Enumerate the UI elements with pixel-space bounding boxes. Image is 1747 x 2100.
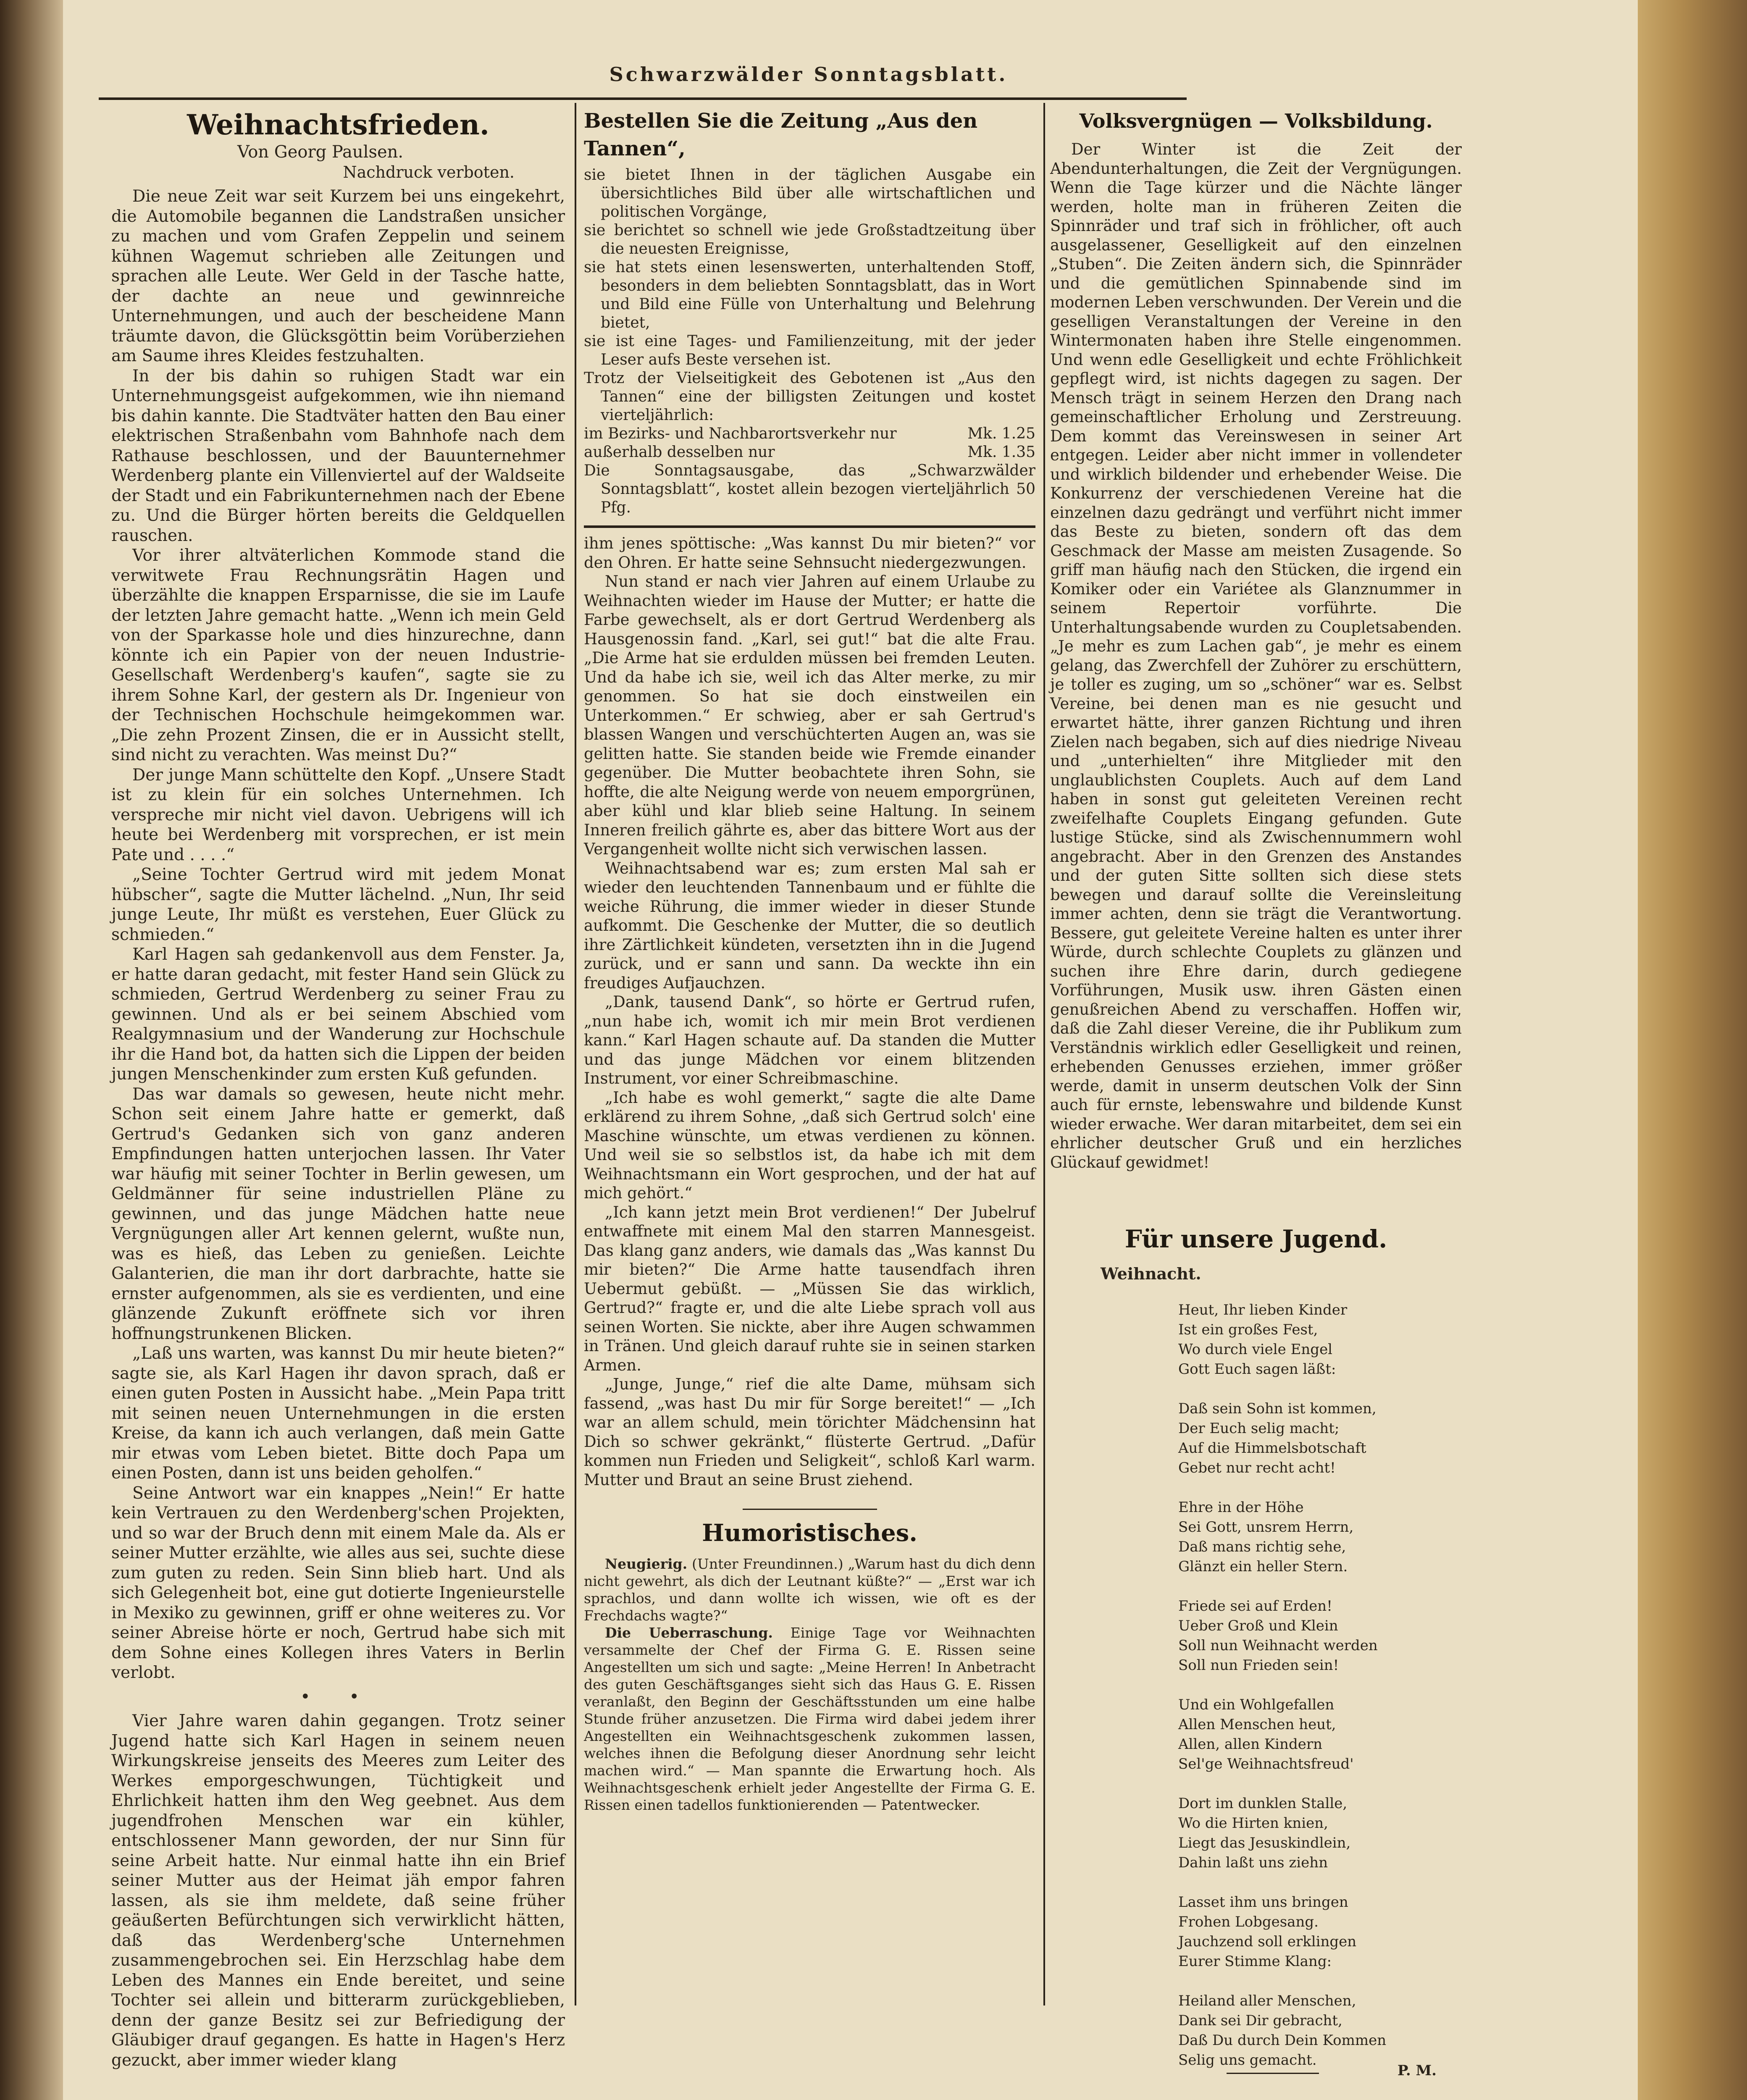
paragraph: „Ich kann jetzt mein Brot verdienen!“ Der Jubelruf entwaffnete mit einem Mal den starren Mannesgeist. Das klang ganz anders, wie damals das „Was kannst Du mir bieten?“ Die Arme hatte tausendfach ihren Uebermut gebüßt. — „Müssen Sie das wirklich, Gertrud?“ fragte er, und die alte Liebe sprach voll aus seinen Worten. Sie nickte, aber ihre Augen schwammen in Tränen. Und gleich darauf ruhte sie in seinen starken Armen. (584, 1203, 1035, 1374)
poem-line: Sel'ge Weihnachtsfreud' (1178, 1755, 1354, 1772)
paragraph: „Dank, tausend Dank“, so hörte er Gertrud rufen, „nun habe ich, womit ich mir mein Brot verdienen kann.“ Karl Hagen schaute auf. Da standen die Mutter und das junge Mädchen vor einem blitzenden Instrument, vor einer Schreibmaschine. (584, 993, 1035, 1087)
column-2 (584, 107, 1035, 1814)
poem-line: Dort im dunklen Stalle, (1178, 1795, 1348, 1812)
poem-line: Daß sein Sohn ist kommen, (1178, 1400, 1377, 1417)
humor-rule-top (743, 1509, 877, 1510)
poem-stanza (1178, 1596, 1451, 1675)
paragraph: Der junge Mann schüttelte den Kopf. „Unsere Stadt ist zu klein für ein solches Unternehmen. Ich verspreche mir nicht viel davon. Uebrigens will ich heute bei Werdenberg mit vorsprechen, er ist mein Pate und . . . .“ (111, 765, 565, 864)
humor-title: Humoristisches. (702, 1519, 917, 1547)
article-author: Von Georg Paulsen. (237, 142, 404, 162)
paragraph: Das war damals so gewesen, heute nicht mehr. Schon seit einem Jahre hatte er gemerkt, daß Gertrud's Gedanken sich von ganz anderen Empfindungen hatten unterjochen lassen. Ihr Vater war häufig mit seiner Tochter in Berlin gewesen, um Geldmänner für seine industriellen Pläne zu gewinnen, und das junge Mädchen hatte neue Vergnügungen aller Art kennen gelernt, wußte nun, was es hieß, das Leben zu genießen. Leichte Galanterien, die man ihr dort darbrachte, hatte sie ernster aufgenommen, als sie es verdienten, und eine glänzende Zukunft eröffnete sich vor ihren hoffnungstrunkenen Blicken. (111, 1084, 565, 1343)
paragraph: Nun stand er nach vier Jahren auf einem Urlaube zu Weihnachten wieder im Hause der Mutter; er hatte die Farbe gewechselt, als er dort Gertrud Werdenberg als Hausgenossin fand. „Karl, sei gut!“ bat die alte Frau. „Die Arme hat sie erdulden müssen bei fremden Leuten. Und da habe ich sie, weil ich das Alter merke, zu mir genommen. So hat sie doch einstweilen ein Unterkommen.“ Er schwieg, aber er sah Gertrud's blassen Wangen und verschüchterten Augen an, was sie gelitten hatte. Sie standen beide wie Fremde einander gegenüber. Die Mutter beobachtete ihren Sohn, sie hoffte, die alte Neigung werde von neuem emporgrünen, aber kühl und klar blieb seine Haltung. In seinem Inneren freilich gährte es, aber das bittere Wort aus der Vergangenheit wollte nicht sich verwischen lassen. (584, 572, 1035, 858)
poem-line: Soll nun Weihnacht werden (1178, 1637, 1378, 1654)
poem-line: Glänzt ein heller Stern. (1178, 1558, 1348, 1575)
reprint-note: Nachdruck verboten. (343, 163, 515, 181)
book-binding-edge (0, 0, 63, 2100)
paragraph: Die neue Zeit war seit Kurzem bei uns eingekehrt, die Automobile begannen die Landstraßen unsicher zu machen und vom Grafen Zeppelin und seinem kühnen Wagemut schrieben alle Zeitungen und sprachen alle Leute. Wer Geld in der Tasche hatte, der dachte an neue und gewinnreiche Unternehmungen, und auch der bescheidene Mann träumte davon, die Glücksgöttin beim Vorüberziehen am Saume ihres Kleides festzuhalten. (111, 187, 565, 365)
humor-item (584, 1624, 1035, 1814)
poem-stanza (1178, 1893, 1451, 1971)
poem-line: Jauchzend soll erklingen (1178, 1933, 1357, 1950)
paragraph: In der bis dahin so ruhigen Stadt war ein Unternehmungsgeist aufgekommen, wie ihn niemand bis dahin kannte. Die Stadtväter hatten den Bau einer elektrischen Straßenbahn vom Bahnhofe nach dem Rathause beschlossen, und der Bauunternehmer Werdenberg plante ein Villenviertel auf der Waldseite der Stadt und ein Fabrikunternehmen nach der Ebene zu. Und die Bürger hörten bereits die Geldquellen rauschen. (111, 366, 565, 545)
poem-line: Liegt das Jesuskindlein, (1178, 1834, 1351, 1851)
price-row (584, 425, 1035, 443)
masthead: Schwarzwälder Sonntagsblatt. (609, 63, 1008, 86)
poem-line: Gott Euch sagen läßt: (1178, 1360, 1336, 1378)
paragraph: Weihnachtsabend war es; zum ersten Mal sah er wieder den leuchtenden Tannenbaum und er fühlte die weiche Rührung, die immer wieder in dieser Stunde aufkommt. Die Geschenke der Mutter, die so deutlich ihre Zärtlichkeit kündeten, versetzten ihn in die Jugend zurück, und er sann und sann. Da weckte ihn ein freudiges Aufjauchzen. (584, 859, 1035, 992)
paragraph: Seine Antwort war ein knappes „Nein!“ Er hatte kein Vertrauen zu den Werdenberg'schen Projekten, und so war der Bruch denn mit einem Male da. Als er seiner Mutter erzählte, wie alles aus sei, suchte diese zum guten zu reden. Sein Sinn blieb hart. Und als sich Gelegenheit bot, eine gut dotierte Ingenieurstelle in Mexiko zu gewinnen, griff er ohne weiteres zu. Vor seiner Abreise hörte er noch, Gertrud habe sich mit dem Sohne eines Kollegen ihres Vaters in Berlin verlobt. (111, 1483, 565, 1682)
price-row (584, 443, 1035, 462)
poem-line: Heut, Ihr lieben Kinder (1178, 1301, 1348, 1318)
paragraph: „Junge, Junge,“ rief die alte Dame, mühsam sich fassend, „was hast Du mir für Sorge bereitet!“ — „Ich war an allem schuld, mein törichter Mädchensinn hat Dich so schwer gekränkt,“ flüsterte Gertrud. „Dafür kommen nun Frieden und Seligkeit“, schloß Karl warm. Mutter und Braut an seine Brust ziehend. (584, 1375, 1035, 1489)
poem (1178, 1300, 1451, 2070)
poem-line: Der Euch selig macht; (1178, 1420, 1340, 1437)
list-item: sie berichtet so schnell wie jede Großstadtzeitung über die neuesten Ereignisse, (584, 222, 1035, 257)
poem-line: Dank sei Dir gebracht, (1178, 2012, 1342, 2029)
poem-line: Allen Menschen heut, (1178, 1716, 1336, 1733)
advertisement-title: Bestellen Sie die Zeitung „Aus den Tannen“, (584, 109, 978, 160)
poem-line: Dahin laßt uns ziehn (1178, 1854, 1328, 1871)
poem-line: Wo durch viele Engel (1178, 1341, 1333, 1358)
poem-line: Eurer Stimme Klang: (1178, 1953, 1332, 1970)
poem-line: Friede sei auf Erden! (1178, 1597, 1332, 1614)
poem-line: Soll nun Frieden sein! (1178, 1656, 1339, 1674)
list-item: sie ist eine Tages- und Familienzeitung, mit der jeder Leser aufs Beste versehen ist. (584, 333, 1035, 368)
poem-line: Und ein Wohlgefallen (1178, 1696, 1335, 1713)
section-separator: • • (300, 1687, 376, 1706)
poem-line: Heiland aller Menschen, (1178, 1992, 1356, 2009)
poem-line: Auf die Himmelsbotschaft (1178, 1439, 1366, 1457)
poem-line: Lasset ihm uns bringen (1178, 1893, 1348, 1911)
poem-stanza (1178, 1399, 1451, 1478)
paragraph: Karl Hagen sah gedankenvoll aus dem Fenster. Ja, er hatte daran gedacht, mit fester Hand sein Glück zu schmieden, Gertrud Werdenberg zu seiner Frau zu gewinnen. Und als er bei seinem Abschied vom Realgymnasium und der Wanderung zur Hochschule ihr die Hand bot, da hatten sich die Lippen der beiden jungen Menschenkinder zum ersten Kuß gefunden. (111, 945, 565, 1084)
book-cover-edge (1638, 0, 1747, 2100)
price-intro: Trotz der Vielseitigkeit des Gebotenen ist „Aus den Tannen“ eine der billigsten Zeitungen und kostet vierteljährlich: (584, 370, 1035, 424)
paragraph: Vor ihrer altväterlichen Kommode stand die verwitwete Frau Rechnungsrätin Hagen und überzählte die knappen Ersparnisse, die sie im Laufe der letzten Jahre gemacht hatte. „Wenn ich mein Geld von der Sparkasse hole und dies hinzurechne, dann könnte ich ein Papier von der neuen Industrie-Gesellschaft Werdenberg's kaufen“, sagte sie zu ihrem Sohne Karl, der gestern als Dr. Ingenieur von der Technischen Hochschule heimgekommen war. „Die zehn Prozent Zinsen, die er in Aussicht stellt, sind nicht zu verachten. Was meinst Du?“ (111, 546, 565, 764)
poem-line: Wo die Hirten knien, (1178, 1814, 1328, 1832)
article-title: Volksvergnügen — Volksbildung. (1079, 110, 1433, 132)
humor-item (584, 1555, 1035, 1624)
price-label: im Bezirks- und Nachbarortsverkehr nur (584, 425, 897, 442)
poem-stanza (1178, 1991, 1451, 2070)
list-item: sie bietet Ihnen in der täglichen Ausgabe ein übersichtliches Bild über alle wirtschaftlichen und politischen Vorgänge, (584, 166, 1035, 220)
column-1 (111, 107, 565, 2070)
price-value: Mk. 1.35 (967, 444, 1035, 461)
poem-line: Frohen Lobgesang. (1178, 1913, 1319, 1930)
humor-item-title: Die Ueberraschung. (605, 1625, 773, 1641)
column-rule-1 (575, 103, 576, 2006)
poem-line: Sei Gott, unsrem Herrn, (1178, 1518, 1354, 1536)
column-rule-2 (1043, 103, 1045, 2006)
youth-section-title: Für unsere Jugend. (1124, 1225, 1387, 1253)
poem-line: Selig uns gemacht. (1178, 2051, 1317, 2068)
humor-item-text: Einige Tage vor Weihnachten versammelte der Chef der Firma G. E. Rissen seine Angestellten um sich und sagte: „Meine Herren! In Anbetracht des guten Geschäftsganges sieht sich das Haus G. E. Rissen veranlaßt, den Beginn der Geschäftsstunden um eine halbe Stunde früher anzusetzen. Die Firma wird dabei jedem ihrer Angestellten ein Weihnachtsgeschenk zukommen lassen, welches ihnen die Befolgung dieser Anordnung sehr leicht machen wird.“ — Man spannte die Erwartung hoch. Als Weihnachtsgeschenk erhielt jeder Angestellte der Firma G. E. Rissen einen tadellos funktionierenden — Patentwecker. (584, 1625, 1035, 1813)
poem-line: Daß Du durch Dein Kommen (1178, 2032, 1387, 2049)
poem-stanza (1178, 1695, 1451, 1774)
poem-line: Daß mans richtig sehe, (1178, 1538, 1346, 1555)
advertisement-rule (584, 525, 1035, 528)
paragraph: „Laß uns warten, was kannst Du mir heute bieten?“ sagte sie, als Karl Hagen ihr davon sprach, daß er einen guten Posten in Aussicht habe. „Mein Papa tritt mit seinen neuen Unternehmungen in die ersten Kreise, da kann ich auch verlangen, daß mein Gatte mir etwas vom Leben bietet. Bitte doch Papa um einen Posten, dann ist uns beiden geholfen.“ (111, 1344, 565, 1483)
advertisement-list (584, 166, 1035, 425)
paragraph: Der Winter ist die Zeit der Abendunterhaltungen, die Zeit der Vergnügungen. Wenn die Tage kürzer und die Nächte länger werden, holte man in früheren Zeiten die Spinnräder und traf sich in fröhlicher, oft auch ausgelassener, Geselligkeit auf den einzelnen „Stuben“. Die Zeiten ändern sich, die Spinnräder und die gemütlichen Spinnabende sind im modernen Leben verschwunden. Der Verein und die geselligen Veranstaltungen der Vereine in den Wintermonaten haben ihre Stelle eingenommen. Und wenn edle Geselligkeit und echte Fröhlichkeit gepflegt wird, ist nichts dagegen zu sagen. Der Mensch trägt in seinem Herzen den Drang nach gemeinschaftlicher Erholung und Zerstreuung. Dem kommt das Vereinswesen in seiner Art entgegen. Leider aber nicht immer in vollendeter und wirklich bildender und erhebender Weise. Die Konkurrenz der verschiedenen Vereine hat die einzelnen dazu gedrängt und verführt nicht immer das Beste zu bieten, sondern oft das dem Geschmack der Masse am meisten Zusagende. So griff man häufig nach den Stücken, die irgend ein Komiker oder ein Variétee als Glanznummer in seinem Repertoir vorführte. Die Unterhaltungsabende wurden zu Coupletsabenden. „Je mehr es zum Lachen gab“, je mehr es einem gelang, das Zwerchfell der Zuhörer zu erschüttern, je toller es zuging, um so „schöner“ war es. Selbst Vereine, bei denen man es nie gesucht und erwartet hätte, ihrer ganzen Richtung und ihren Zielen nach begaben, sich auf dies niedrige Niveau und „unterhielten“ ihre Mitglieder mit den unglaublichsten Couplets. Auch auf dem Land haben in sonst gut geleiteten Vereinen recht zweifelhafte Couplets Eingang gefunden. Gute lustige Stücke, sind als Zwischennummern wohl angebracht. Aber in den Grenzen des Anstandes und der guten Sitte sollten sich diese stets bewegen und darauf sollte die Vereinsleitung immer achten, denn sie trägt die Verantwortung. Bessere, gut geleitete Vereine halten es unter ihrer Würde, durch schlechte Couplets zu glänzen und suchen ihre Ehre darin, durch gediegene Vorführungen, Musik usw. ihren Gästen einen genußreichen Abend zu verschaffen. Hoffen wir, daß die Zahl dieser Vereine, die ihr Publikum zum Verständnis wirklich edler Geselligkeit und reinen, erhebenden Genusses erziehen, immer größer werde, damit in unserm deutschen Volk der Sinn auch für ernste, lebenswahre und bildende Kunst wieder erwache. Wer daran mitarbeitet, dem sei ein ehrlicher deutscher Gruß und ein herzliches Glückauf gewidmet! (1050, 140, 1462, 1171)
list-item: sie hat stets einen lesenswerten, unterhaltenden Stoff, besonders in dem beliebten Sonntagsblatt, das in Wort und Bild eine Fülle von Unterhaltung und Belehrung bietet, (584, 259, 1035, 331)
humor-section (584, 1555, 1035, 1814)
poem-line: Ueber Groß und Klein (1178, 1617, 1338, 1634)
humor-item-title: Neugierig. (605, 1556, 688, 1572)
poem-title: Weihnacht. (1101, 1264, 1201, 1283)
poem-line: Ist ein großes Fest, (1178, 1321, 1318, 1338)
poem-line: Allen, allen Kindern (1178, 1735, 1322, 1753)
column-3 (1050, 107, 1462, 2080)
paragraph: „Seine Tochter Gertrud wird mit jedem Monat hübscher“, sagte die Mutter lächelnd. „Nun, Ihr seid junge Leute, Ihr müßt es verstehen, Euer Glück zu schmieden.“ (111, 865, 565, 944)
price-label: außerhalb desselben nur (584, 444, 775, 461)
masthead-rule (99, 97, 1187, 100)
poem-stanza (1178, 1498, 1451, 1577)
story-continuation (584, 534, 1035, 1489)
poem-line: Gebet nur recht acht! (1178, 1459, 1336, 1476)
paragraph: ihm jenes spöttische: „Was kannst Du mir bieten?“ vor den Ohren. Er hatte seine Sehnsucht niedergezwungen. (584, 534, 1035, 572)
paragraph: Vier Jahre waren dahin gegangen. Trotz seiner Jugend hatte sich Karl Hagen in seinem neuen Wirkungskreise jenseits des Meeres zum Leiter des Werkes emporgeschwungen, Tüchtigkeit und Ehrlichkeit hatten ihm den Weg geebnet. Aus dem jugendfrohen Menschen war ein kühler, entschlossener Mann geworden, der nur Sinn für seine Arbeit hatte. Nur einmal hatte ihn ein Brief seiner Mutter aus der Heimat jäh empor fahren lassen, als sie ihm meldete, daß seine früher geäußerten Befürchtungen sich verwirklicht hätten, daß das Werdenberg'sche Unternehmen zusammengebrochen sei. Ein Herzschlag habe dem Leben des Mannes ein Ende bereitet, und seine Tochter sei allein und bitterarm zurückgeblieben, denn der ganze Besitz sei zur Befriedigung der Gläubiger drauf gegangen. Es hatte in Hagen's Herz gezuckt, aber immer wieder klang (111, 1712, 565, 2070)
sunday-edition-note: Die Sonntagsausgabe, das „Schwarzwälder Sonntagsblatt“, kostet allein bezogen vierteljährlich 50 Pfg. (584, 462, 1035, 516)
poem-line: Ehre in der Höhe (1178, 1499, 1304, 1516)
paragraph: „Ich habe es wohl gemerkt,“ sagte die alte Dame erklärend zu ihrem Sohne, „daß sich Gertrud solch' eine Maschine wünschte, um etwas verdienen zu können. Und weil sie so selbstlos ist, da habe ich mit dem Weihnachtsmann ein Wort gesprochen, und der hat auf mich gehört.“ (584, 1088, 1035, 1202)
price-value: Mk. 1.25 (967, 425, 1035, 442)
poem-stanza (1178, 1300, 1451, 1379)
poem-stanza (1178, 1794, 1451, 1873)
humor-item-text: (Unter Freundinnen.) „Warum hast du dich denn nicht gewehrt, als dich der Leutnant küßte?“ — „Erst war ich sprachlos, und dann wollte ich wissen, wie oft es der Frechdachs wagte?“ (584, 1556, 1035, 1624)
poem-end-rule (1227, 2073, 1319, 2074)
poem-signature: P. M. (1397, 2062, 1437, 2079)
article-title: Weihnachtsfrieden. (187, 108, 489, 141)
